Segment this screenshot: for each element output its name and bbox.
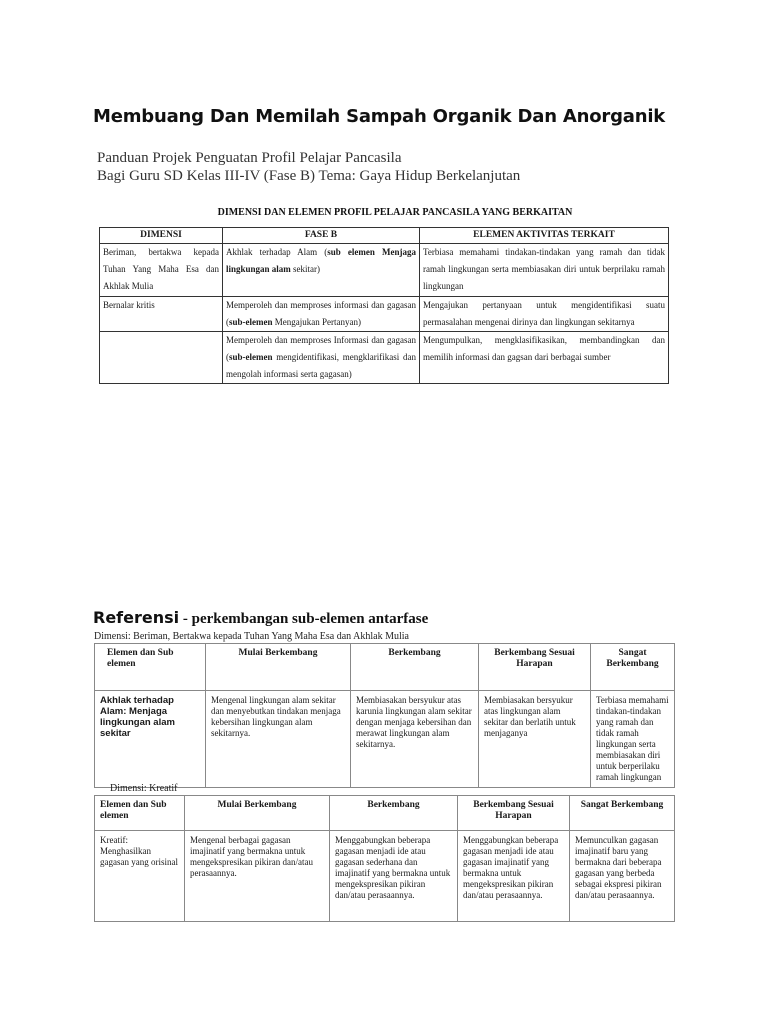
fase-text: Akhlak terhadap Alam ( <box>226 247 328 257</box>
table3-header-sangat: Sangat Berkembang <box>570 796 675 831</box>
table2-cell-berkembang: Membiasakan bersyukur atas karunia lingkungan alam sekitar dengan menjaga kebersihan dan merawat lingkungan alam sekitarnya. <box>351 691 479 788</box>
fase-text: Memperoleh dan memproses Informasi dan gagasan ( <box>226 335 416 362</box>
table2-cell-elemen: Akhlak terhadap Alam: Menjaga lingkungan alam sekitar <box>95 691 206 788</box>
table1-cell-fase <box>223 332 420 384</box>
table1-header-fase: FASE B <box>223 228 420 244</box>
table-row <box>100 297 669 332</box>
table1-cell-dimensi: Bernalar kritis <box>100 297 223 332</box>
table1-cell-fase <box>223 297 420 332</box>
table3-cell-mulai: Mengenal berbagai gagasan imajinatif yang bermakna untuk mengekspresikan pikiran dan/atau perasaannya. <box>185 831 330 922</box>
akhlak-progression-table <box>94 643 675 788</box>
table2-header-sangat: Sangat Berkembang <box>591 644 675 691</box>
kreatif-progression-table <box>94 795 675 922</box>
table1-cell-dimensi: Beriman, bertakwa kepada Tuhan Yang Maha Esa dan Akhlak Mulia <box>100 244 223 297</box>
table2-header-row <box>95 644 675 691</box>
table1-header-aktivitas: ELEMEN AKTIVITAS TERKAIT <box>420 228 669 244</box>
subtitle-line-1: Panduan Projek Penguatan Profil Pelajar Pancasila <box>97 150 402 166</box>
table2-header-elemen: Elemen dan Sub elemen <box>95 644 206 691</box>
table1-cell-aktivitas: Mengajukan pertanyaan untuk mengidentifikasi suatu permasalahan mengenai dirinya dan lingkungan sekitarnya <box>420 297 669 332</box>
reference-heading-subtitle: - perkembangan sub-elemen antarfase <box>179 611 429 627</box>
table1-cell-fase <box>223 244 420 297</box>
table2-header-sesuai: Berkembang Sesuai Harapan <box>479 644 591 691</box>
subtitle-line-2: Bagi Guru SD Kelas III-IV (Fase B) Tema: Gaya Hidup Berkelanjutan <box>97 168 521 184</box>
table2-dimension-label: Dimensi: Beriman, Bertakwa kepada Tuhan Yang Maha Esa dan Akhlak Mulia <box>94 631 409 642</box>
table1-cell-aktivitas: Terbiasa memahami tindakan-tindakan yang ramah dan tidak ramah lingkungan serta membiasakan diri untuk berprilaku ramah lingkungan <box>420 244 669 297</box>
table3-cell-sesuai: Menggabungkan beberapa gagasan menjadi ide atau gagasan imajinatif yang bermakna untuk mengekspresikan pikiran dan/atau perasaannya. <box>458 831 570 922</box>
table-row <box>95 691 675 788</box>
table2-header-mulai: Mulai Berkembang <box>206 644 351 691</box>
table3-cell-sangat: Memunculkan gagasan imajinatif baru yang bermakna dari beberapa gagasan yang berbeda sebagai ekspresi pikiran dan/atau perasaannya. <box>570 831 675 922</box>
table-row <box>100 332 669 384</box>
fase-bold-text: sub-elemen <box>229 317 273 327</box>
table3-cell-berkembang: Menggabungkan beberapa gagasan menjadi ide atau gagasan sederhana dan imajinatif yang bermakna untuk mengekspresikan pikiran dan/atau perasaannya. <box>330 831 458 922</box>
table3-header-sesuai: Berkembang Sesuai Harapan <box>458 796 570 831</box>
fase-text: Memperoleh dan memproses informasi dan gagasan ( <box>226 300 416 327</box>
table3-dimension-label: Dimensi: Kreatif <box>110 783 178 794</box>
table2-cell-sesuai: Membiasakan bersyukur atas lingkungan alam sekitar dan berlatih untuk menjaganya <box>479 691 591 788</box>
table2-cell-mulai: Mengenal lingkungan alam sekitar dan menyebutkan tindakan menjaga kebersihan lingkungan alam sekitarnya. <box>206 691 351 788</box>
table1-cell-dimensi <box>100 332 223 384</box>
reference-heading <box>93 608 428 628</box>
table3-header-mulai: Mulai Berkembang <box>185 796 330 831</box>
table3-cell-elemen: Kreatif: Menghasilkan gagasan yang orisinal <box>95 831 185 922</box>
document-title: Membuang Dan Memilah Sampah Organik Dan Anorganik <box>93 106 666 127</box>
table2-cell-sangat: Terbiasa memahami tindakan-tindakan yang ramah dan tidak ramah lingkungan serta membiasakan diri untuk berperilaku ramah lingkungan <box>591 691 675 788</box>
fase-bold-text: sub-elemen <box>229 352 273 362</box>
table1-caption: DIMENSI DAN ELEMEN PROFIL PELAJAR PANCASILA YANG BERKAITAN <box>217 207 573 218</box>
table1-cell-aktivitas: Mengumpulkan, mengklasifikasikan, membandingkan dan memilih informasi dan gagsan dari berbagai sumber <box>420 332 669 384</box>
fase-text: sekitar) <box>290 264 321 274</box>
table3-header-row <box>95 796 675 831</box>
table2-header-berkembang: Berkembang <box>351 644 479 691</box>
fase-bold-text: sub elemen Menjaga lingkungan alam <box>226 247 416 274</box>
table3-header-elemen: Elemen dan Sub elemen <box>95 796 185 831</box>
reference-heading-label: Referensi <box>93 608 180 627</box>
table1-header-row <box>100 228 669 244</box>
table-row <box>95 831 675 922</box>
fase-text: Mengajukan Pertanyan) <box>272 317 361 327</box>
profile-elements-table <box>99 227 669 384</box>
table-row <box>100 244 669 297</box>
fase-text: mengidentifikasi, mengklarifikasi dan mengolah informasi serta gagasan) <box>226 352 416 379</box>
table1-header-dimensi: DIMENSI <box>100 228 223 244</box>
table3-header-berkembang: Berkembang <box>330 796 458 831</box>
